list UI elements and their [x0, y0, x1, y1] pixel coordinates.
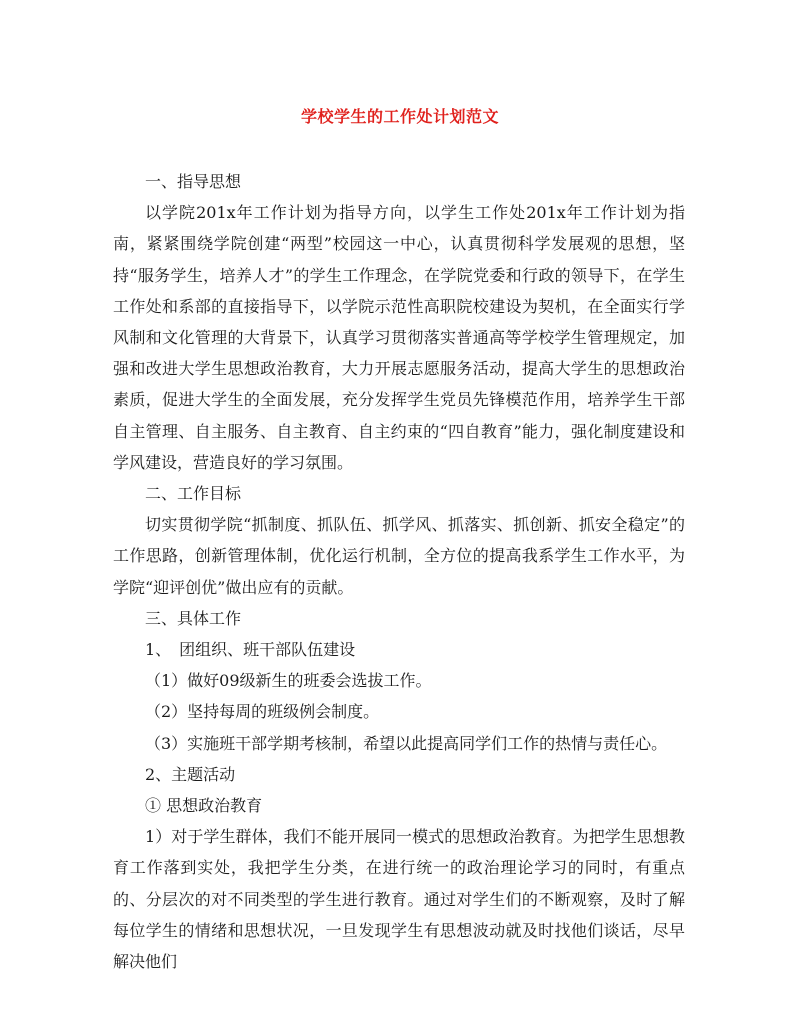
list-item-political-education: ① 思想政治教育 [145, 796, 263, 816]
list-item-team-building: 1、 团组织、班干部队伍建设 [145, 640, 356, 660]
section-heading-work-goals: 二、工作目标 [145, 484, 242, 504]
list-item-theme-activities: 2、主题活动 [145, 764, 236, 784]
section-heading-guiding-thought: 一、指导思想 [145, 172, 242, 191]
document-body [113, 166, 685, 977]
list-item-team-building-a: （1）做好09级新生的班委会选拔工作。 [145, 671, 432, 691]
section-heading-specific-work: 三、具体工作 [145, 608, 242, 628]
list-item-team-building-c: （3）实施班干部学期考核制，希望以此提高同学们工作的热情与责任心。 [145, 733, 668, 753]
paragraph-political-education: 1）对于学生群体，我们不能开展同一模式的思想政治教育。为把学生思想教育工作落到实处，我把学生分类，在进行统一的政治理论学习的同时，有重点的、分层次的对不同类型的学生进行教育。通过对学生们的不断观察，及时了解每位学生的情绪和思想状况，一旦发现学生有思想波动就及时找他们谈话，尽早解决他们 [113, 827, 685, 972]
paragraph-work-goals: 切实贯彻学院“抓制度、抓队伍、抓学风、抓落实、抓创新、抓安全稳定”的工作思路，创新管理体制，优化运行机制，全方位的提高我系学生工作水平，为学院“迎评创优”做出应有的贡献。 [113, 515, 685, 597]
paragraph-guiding-thought: 以学院201x年工作计划为指导方向，以学生工作处201x年工作计划为指南，紧紧围绕学院创建“两型”校园这一中心，认真贯彻科学发展观的思想，坚持“服务学生，培养人才”的学生工作理念，在学院党委和行政的领导下，在学生工作处和系部的直接指导下，以学院示范性高职院校建设为契机，在全面实行学风制和文化管理的大背景下，认真学习贯彻落实普通高等学校学生管理规定，加强和改进大学生思想政治教育，大力开展志愿服务活动，提高大学生的思想政治素质，促进大学生的全面发展，充分发挥学生党员先锋模范作用，培养学生干部自主管理、自主服务、自主教育、自主约束的“四自教育”能力，强化制度建设和学风建设，营造良好的学习氛围。 [113, 203, 685, 472]
document-title: 学校学生的工作处计划范文 [300, 107, 499, 126]
list-item-team-building-b: （2）坚持每周的班级例会制度。 [145, 702, 380, 722]
